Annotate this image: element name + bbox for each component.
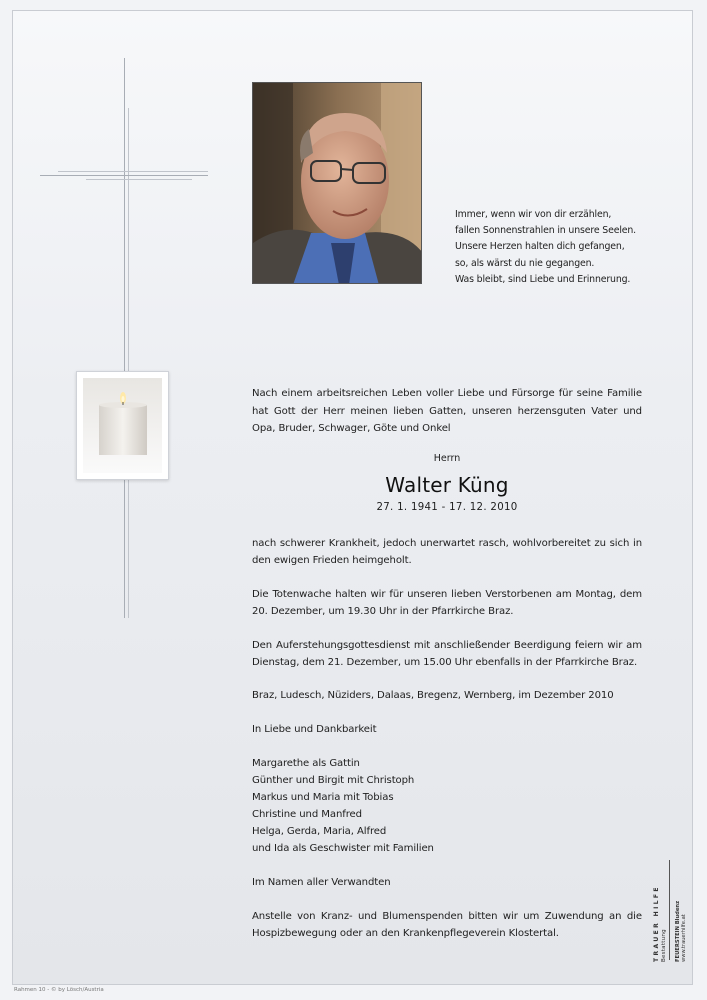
imprint-brand: TRAUER HILFE <box>653 885 660 962</box>
poem-line: Was bleibt, sind Liebe und Erinnerung. <box>455 273 631 285</box>
mourner: Margarethe als Gattin <box>252 757 360 769</box>
portrait-photo <box>252 82 422 284</box>
candle-picture <box>76 371 169 480</box>
salutation: Herrn <box>433 453 461 464</box>
paragraph: nach schwerer Krankheit, jedoch unerwartet rasch, wohlvorbereitet zu sich in den ewigen Frieden heimgeholt. <box>252 538 642 567</box>
imprint-line: FEUERSTEIN Bludenz <box>675 900 681 962</box>
intro-text: Nach einem arbeitsreichen Leben voller Liebe und Fürsorge für seine Familie hat Gott der Herr meinen lieben Gatten, unseren herzensguten Vater und Opa, Bruder, Schwager, Göte und Onkel <box>252 388 642 434</box>
deceased-name: Walter Küng <box>385 473 509 497</box>
paragraph: Die Totenwache halten wir für unseren lieben Verstorbenen am Montag, dem 20. Dezember, um 19.30 Uhr in der Pfarrkirche Braz. <box>252 588 642 617</box>
poem-line: Unsere Herzen halten dich gefangen, <box>455 241 625 253</box>
life-dates: 27. 1. 1941 - 17. 12. 2010 <box>376 502 518 513</box>
footnote: Rahmen 10 - © by Lösch/Austria <box>14 987 104 993</box>
imprint-line: Bestattung <box>660 929 667 962</box>
obituary-body <box>252 535 642 958</box>
paragraph: In Liebe und Dankbarkeit <box>252 724 377 736</box>
imprint-divider <box>669 860 670 960</box>
poem-line: so, als wärst du nie gegangen. <box>455 257 595 269</box>
paragraph: Den Auferstehungsgottesdienst mit anschließender Beerdigung feiern wir am Dienstag, dem 21. Dezember, um 15.00 Uhr ebenfalls in der Pfarrkirche Braz. <box>252 639 642 668</box>
closing: Im Namen aller Verwandten <box>252 876 391 888</box>
imprint-contact <box>675 862 688 962</box>
mourner: Christine und Manfred <box>252 809 362 820</box>
poem-line: fallen Sonnenstrahlen in unsere Seelen. <box>455 225 637 237</box>
mourner: und Ida als Geschwister mit Familien <box>252 843 434 855</box>
mourner: Markus und Maria mit Tobias <box>252 791 394 803</box>
donation-note: Anstelle von Kranz- und Blumenspenden bitten wir um Zuwendung an die Hospizbewegung oder an den Krankenpflegeverein Klostertal. <box>252 910 642 939</box>
poem-line: Immer, wenn wir von dir erzählen, <box>455 209 612 220</box>
imprint <box>654 862 667 962</box>
mourner: Günther und Birgit mit Christoph <box>252 774 415 786</box>
mourners-list <box>252 755 642 858</box>
paragraph: Braz, Ludesch, Nüziders, Dalaas, Bregenz, Wernberg, im Dezember 2010 <box>252 690 614 702</box>
mourner: Helga, Gerda, Maria, Alfred <box>252 826 387 838</box>
poem <box>455 207 645 288</box>
imprint-line: www.trauerhilfe.at <box>681 914 688 962</box>
